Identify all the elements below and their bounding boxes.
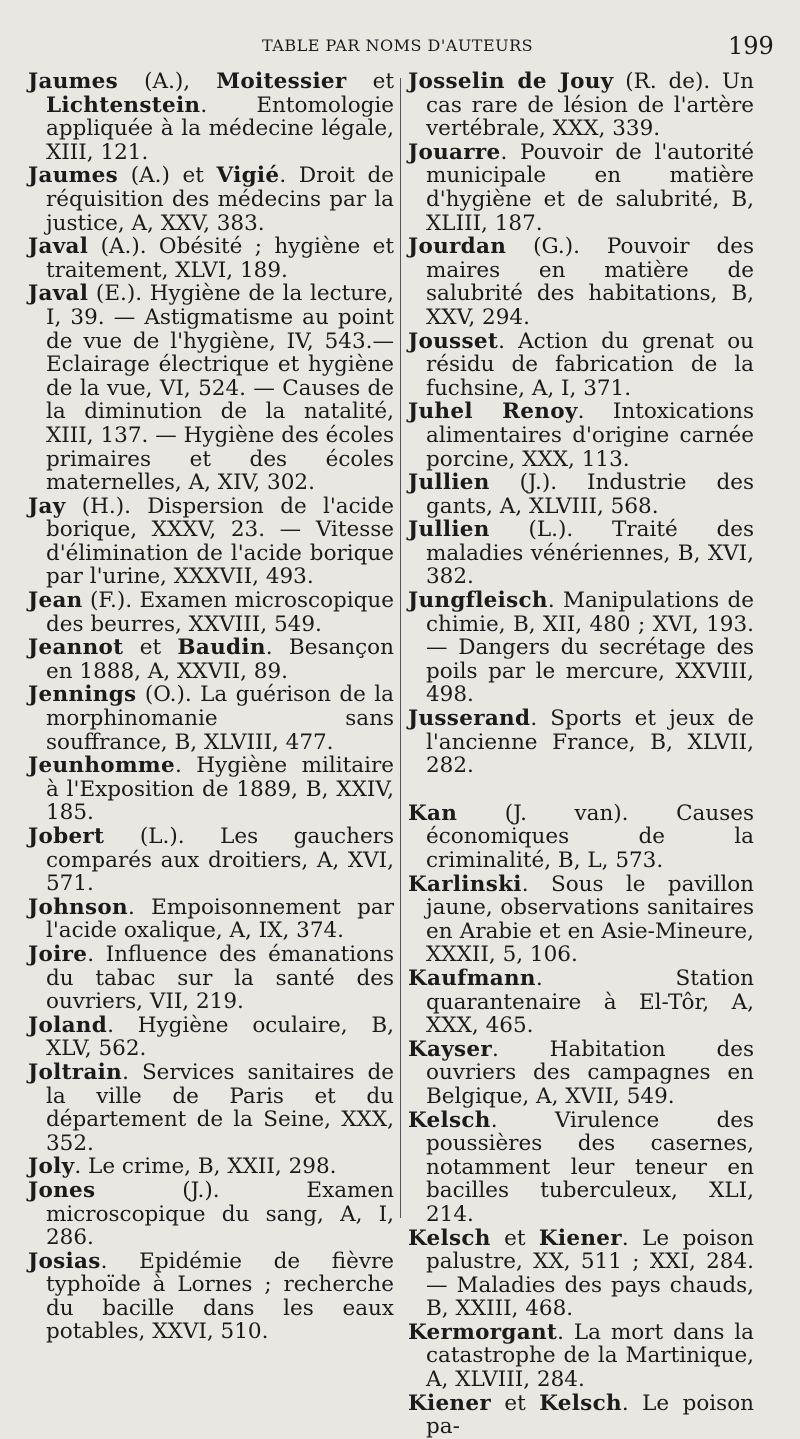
entry-text: . Droit de réquisition des médecins par la justice, A, XXV, 383. (46, 163, 394, 236)
entry-text: . Sous le pavillon jaune, observations sanitaires en Arabie et en Asie-Mineure, XXXII, 5, 106. (426, 871, 754, 968)
index-entry (408, 471, 754, 518)
index-entry (408, 1321, 754, 1392)
index-entry (408, 400, 754, 471)
author-name: Jourdan (408, 234, 507, 260)
entry-text: (J.). Industrie des gants, A, XLVIII, 568. (426, 470, 754, 519)
index-entry (408, 707, 754, 778)
index-entry (28, 1155, 394, 1179)
author-name: Javal (28, 234, 89, 260)
author-name: Javal (28, 281, 89, 307)
entry-text: . Sports et jeux de l'ancienne France, B, XLVII, 282. (426, 706, 754, 779)
author-name: Kaufmann (408, 965, 536, 991)
index-entry (28, 589, 394, 636)
entries-j (408, 70, 754, 778)
author-name: Jones (28, 1177, 96, 1203)
entry-text: (J.). Examen microscopique du sang, A, I, 286. (46, 1177, 394, 1251)
entry-text: (A.), (118, 69, 217, 94)
index-entry (28, 70, 394, 164)
entry-text: . La mort dans la catastrophe de la Martinique, A, XLVIII, 284. (426, 1319, 754, 1393)
author-name: Juhel Renoy (408, 399, 578, 425)
entry-text: (A.). Obésité ; hygiène et traitement, XLVI, 189. (46, 234, 394, 283)
author-name: Kan (408, 800, 458, 826)
index-entry (28, 896, 394, 943)
entry-text: (J. van). Causes économiques de la criminalité, B, L, 573. (426, 800, 754, 873)
author-name: Kayser (408, 1036, 493, 1062)
author-name: Jaumes (28, 69, 119, 94)
entry-text: (L.). Traité des maladies vénériennes, B, XVI, 382. (426, 517, 754, 590)
entry-text: . Influence des émanations du tabac sur la santé des ouvriers, VII, 219. (46, 941, 394, 1015)
entry-text: . Epidémie de fièvre typhoïde à Lornes ; recherche du bacille dans les eaux potables, XXVI, 510. (46, 1248, 394, 1345)
index-entry (28, 282, 394, 494)
entries-k (408, 802, 754, 1439)
entry-text: . Hygiène militaire à l'Exposition de 1889, B, XXIV, 185. (46, 753, 394, 826)
entry-text: . Intoxications alimentaires d'origine carnée porcine, XXX, 113. (426, 399, 754, 472)
author-name: Kiener (408, 1390, 491, 1416)
entry-text: . Station quarantenaire à El-Tôr, A, XXX, 465. (426, 965, 754, 1039)
author-name: Kelsch (408, 1107, 491, 1133)
author-name: Kelsch (539, 1390, 622, 1416)
index-entry (408, 1392, 754, 1439)
index-entry (408, 802, 754, 873)
entry-text: . Le crime, B, XXII, 298. (74, 1154, 337, 1180)
author-name: Joland (28, 1012, 108, 1038)
author-name: Jaumes (28, 163, 119, 189)
entry-text: et (346, 69, 394, 94)
column-divider (400, 78, 401, 1218)
entry-text: . Services sanitaires de la ville de Paris et du département de la Seine, XXX, 352. (46, 1059, 394, 1156)
author-name: Jennings (28, 682, 137, 708)
entry-text: et (490, 1225, 539, 1251)
author-name: Kermorgant (408, 1319, 558, 1345)
letter-gap (408, 778, 754, 802)
author-name: Jeannot (28, 635, 124, 661)
author-name: Jobert (28, 824, 105, 849)
entry-text: (L.). Les gauchers comparés aux droitiers, A, XVI, 571. (46, 824, 394, 897)
author-name: Baudin (177, 635, 266, 661)
index-entry (28, 825, 394, 896)
page-header (0, 34, 800, 64)
author-name: Jouarre (408, 139, 501, 165)
author-name: Jusserand (408, 706, 531, 732)
author-name: Lichtenstein (46, 92, 201, 118)
entry-text: (E.). Hygiène de la lecture, I, 39. — Astigmatisme au point de vue de l'hygiène, IV, 543.— Eclairage électrique et hygiène de la vue, VI, 524. — Causes de la diminution de la natalité, XIII, 137. — Hygiène des écoles primaires et des écoles maternelles, A, XIV, 302. (46, 281, 394, 496)
author-name: Josias (28, 1248, 101, 1274)
entry-text: (O.). La guérison de la morphinomanie sans souffrance, B, XLVIII, 477. (46, 682, 394, 755)
index-entry (408, 967, 754, 1038)
author-name: Joly (28, 1154, 75, 1180)
author-name: Jullien (408, 517, 490, 543)
index-entry (408, 1109, 754, 1227)
index-entry (408, 1038, 754, 1109)
author-name: Jousset (408, 328, 499, 354)
entry-text: (G.). Pouvoir des maires en matière de salubrité des habitations, B, XXV, 294. (426, 234, 754, 330)
entry-text: (F.). Examen microscopique des beurres, XXVIII, 549. (46, 588, 394, 637)
index-entry (28, 164, 394, 235)
index-entry (28, 235, 394, 282)
author-name: Jullien (408, 470, 490, 496)
author-name: Kelsch (408, 1225, 491, 1251)
entry-text: . Hygiène oculaire, B, XLV, 562. (46, 1012, 394, 1062)
author-name: Jean (28, 588, 83, 614)
index-entry (28, 1061, 394, 1155)
index-entry (28, 683, 394, 754)
index-entry (408, 235, 754, 329)
index-entry (28, 636, 394, 683)
author-name: Moitessier (216, 69, 347, 94)
entry-text: . Le poison pa- (426, 1390, 754, 1439)
entry-text: . Habitation des ouvriers des campagnes en Belgique, A, XVII, 549. (426, 1036, 754, 1109)
index-entry (28, 1179, 394, 1250)
author-name: Kiener (538, 1225, 622, 1251)
right-column (408, 70, 754, 1439)
index-entry (408, 1227, 754, 1321)
author-name: Karlinski (408, 871, 522, 897)
index-entry (28, 1014, 394, 1061)
index-entry (28, 1250, 394, 1344)
entry-text: . Le poison palustre, XX, 511 ; XXI, 284. — Maladies des pays chauds, B, XXIII, 468. (426, 1225, 754, 1322)
author-name: Jeunhomme (28, 753, 175, 779)
index-entry (408, 70, 754, 141)
author-name: Joltrain (28, 1059, 123, 1085)
page-number: 199 (728, 32, 774, 60)
index-entry (408, 330, 754, 401)
entry-text: (A.) et (118, 163, 217, 189)
index-entry (408, 589, 754, 707)
entry-text: (H.). Dispersion de l'acide borique, XXXV, 23. — Vitesse d'élimination de l'acide borique par l'urine, XXXVII, 493. (46, 493, 394, 590)
index-entry (408, 141, 754, 235)
entry-text: . Entomologie appliquée à la médecine légale, XIII, 121. (46, 92, 394, 165)
index-entry (28, 495, 394, 589)
author-name: Jungfleisch (408, 588, 548, 614)
entry-text: . Action du grenat ou résidu de fabrication de la fuchsine, A, I, 371. (426, 328, 754, 401)
author-name: Josselin de Jouy (408, 69, 614, 94)
entry-text: . Pouvoir de l'autorité municipale en matière d'hygiène et de salubrité, B, XLIII, 187. (426, 139, 754, 236)
entry-text: . Empoisonnement par l'acide oxalique, A, IX, 374. (46, 894, 394, 944)
entry-text: (R. de). Un cas rare de lésion de l'artère vertébrale, XXX, 339. (426, 69, 754, 142)
entry-text: . Virulence des poussières des casernes, notamment leur teneur en bacilles tuberculeux, XLI, 214. (426, 1107, 754, 1227)
author-name: Jay (28, 493, 66, 519)
index-entry (28, 754, 394, 825)
author-name: Joire (28, 941, 88, 967)
index-entry (408, 518, 754, 589)
index-entry (28, 943, 394, 1014)
entry-text: . Besançon en 1888, A, XXVII, 89. (46, 635, 394, 684)
left-column (28, 70, 394, 1344)
author-name: Johnson (28, 894, 128, 920)
running-title: TABLE PAR NOMS D'AUTEURS (262, 36, 534, 55)
entry-text: . Manipulations de chimie, B, XII, 480 ; XVI, 193.— Dangers du secrétage des poils par le mercure, XXVIII, 498. (426, 588, 754, 708)
entry-text: et (123, 635, 178, 661)
author-name: Vigié (216, 163, 280, 189)
entry-text: et (490, 1390, 540, 1416)
index-entry (408, 873, 754, 967)
